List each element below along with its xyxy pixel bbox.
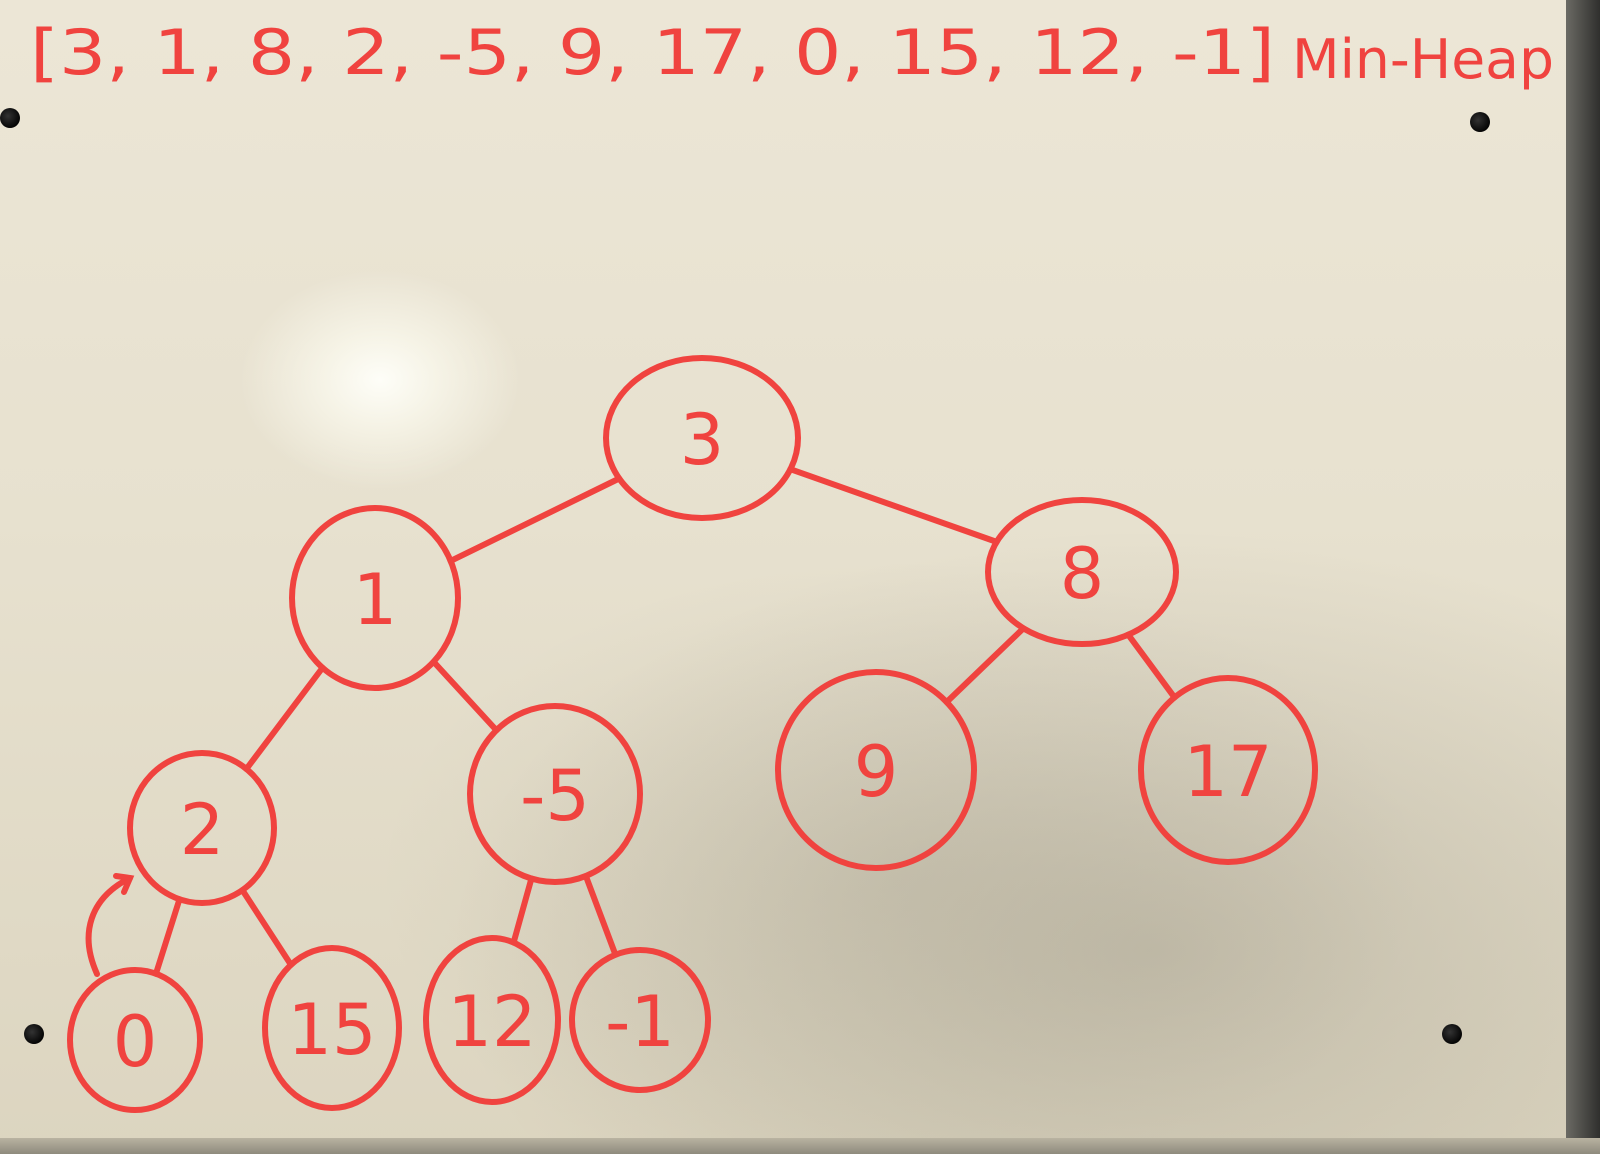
- edge-n0-n2: [790, 469, 996, 542]
- node-value: 1: [352, 559, 398, 641]
- node-value: 12: [447, 981, 537, 1063]
- edge-n3-n8: [242, 890, 291, 965]
- edge-n0-n1: [451, 479, 620, 561]
- heap-node-n2: [988, 500, 1176, 644]
- diagram-title: Min-Heap: [1292, 28, 1554, 91]
- node-value: 15: [287, 989, 377, 1071]
- board-frame-right: [1566, 0, 1600, 1154]
- node-value: 8: [1059, 533, 1105, 615]
- tree-nodes: [70, 358, 1315, 1110]
- heap-node-n6: [1141, 678, 1315, 862]
- heap-node-n5: [778, 672, 974, 868]
- heap-node-n4: [470, 706, 640, 882]
- node-value: 3: [679, 399, 725, 481]
- node-value: -5: [520, 755, 590, 837]
- edge-n4-n9: [514, 879, 532, 943]
- heap-node-n3: [130, 753, 274, 903]
- heap-node-n10: [572, 950, 708, 1090]
- edge-n1-n4: [434, 662, 497, 730]
- heap-node-n9: [426, 938, 558, 1102]
- heap-array: [3, 1, 8, 2, -5, 9, 17, 0, 15, 12, -1]: [30, 16, 1275, 89]
- node-value: 17: [1183, 731, 1273, 813]
- edge-n3-n7: [156, 899, 180, 973]
- edge-n4-n10: [586, 876, 616, 955]
- heap-node-n7: [70, 970, 200, 1110]
- swap-arrows: [89, 876, 130, 974]
- board-frame-bottom: [0, 1138, 1600, 1154]
- node-value: 0: [112, 1001, 158, 1083]
- heap-node-n1: [292, 508, 458, 688]
- edge-n2-n6: [1128, 635, 1174, 698]
- edge-n1-n3: [246, 668, 322, 769]
- heap-node-n0: [606, 358, 798, 518]
- heap-node-n8: [265, 948, 399, 1108]
- edge-n2-n5: [947, 628, 1024, 702]
- node-value: -1: [605, 981, 675, 1063]
- node-value: 9: [853, 731, 899, 813]
- node-value: 2: [179, 789, 225, 871]
